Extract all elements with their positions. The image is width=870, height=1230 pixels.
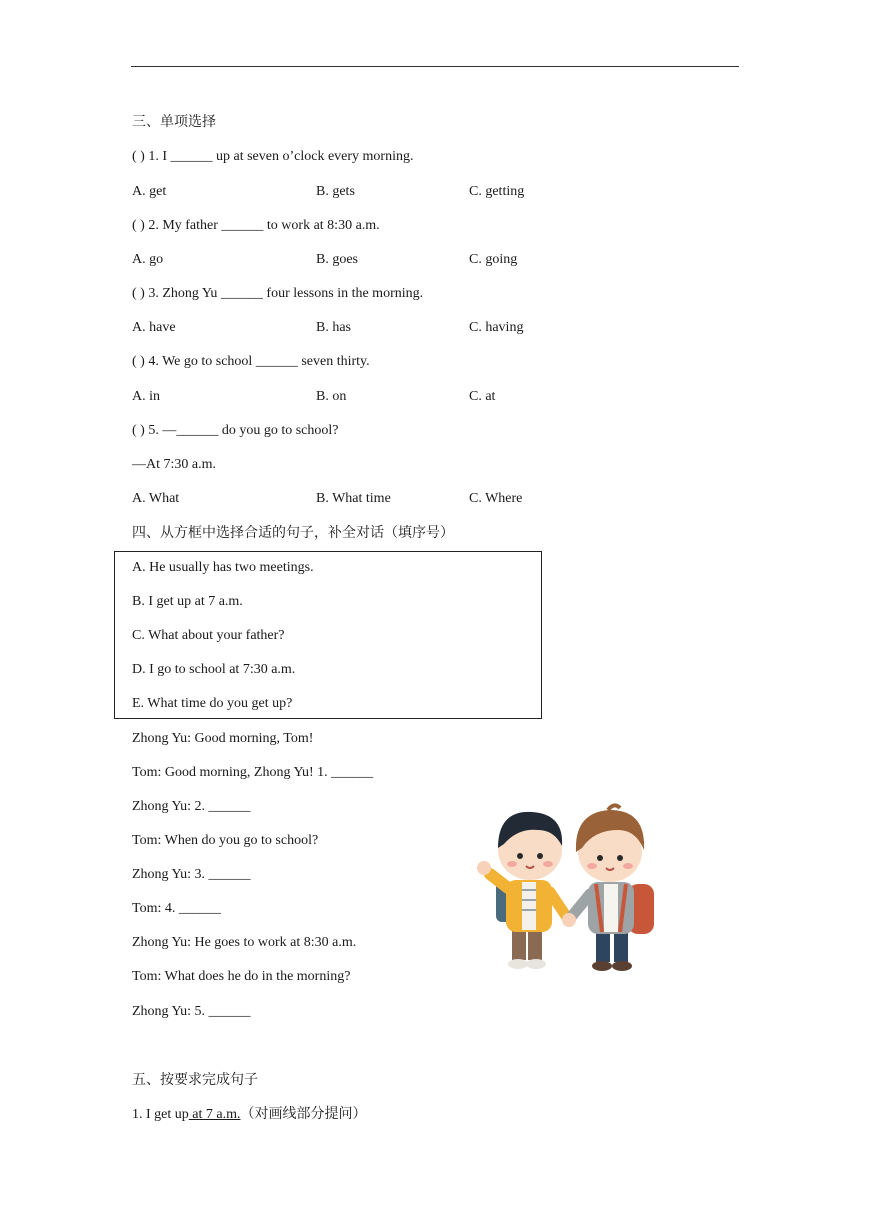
q1-option-c: C. getting (469, 184, 525, 199)
q2-option-c: C. going (469, 252, 518, 267)
dialogue-line-8: Tom: What does he do in the morning? (132, 969, 351, 984)
q3-option-c: C. having (469, 320, 524, 335)
q5-stem: ( ) 5. —______ do you go to school? (132, 423, 339, 438)
box-option-d: D. I go to school at 7:30 a.m. (132, 662, 296, 677)
q5-option-a: A. What (132, 491, 180, 506)
dialogue-line-3: Zhong Yu: 2. ______ (132, 799, 251, 814)
dialogue-line-7: Zhong Yu: He goes to work at 8:30 a.m. (132, 935, 357, 950)
q4-option-b: B. on (316, 389, 347, 404)
q1-option-a: A. get (132, 184, 167, 199)
q4-option-a: A. in (132, 389, 160, 404)
q3-option-a: A. have (132, 320, 176, 335)
box-option-e: E. What time do you get up? (132, 696, 293, 711)
box-option-c: C. What about your father? (132, 628, 285, 643)
boy-left-figure (477, 812, 566, 969)
q4-option-c: C. at (469, 389, 496, 404)
q3-option-b: B. has (316, 320, 351, 335)
dialogue-line-5: Zhong Yu: 3. ______ (132, 867, 251, 882)
q1-option-b: B. gets (316, 184, 355, 199)
q5-option-b: B. What time (316, 491, 391, 506)
dialogue-line-2: Tom: Good morning, Zhong Yu! 1. ______ (132, 765, 374, 780)
q2-option-a: A. go (132, 252, 164, 267)
section5-q1-prefix: 1. I get up (132, 1107, 189, 1122)
section5-q1-underlined: at 7 a.m. (188, 1107, 241, 1122)
section3-title: 三、单项选择 (132, 114, 216, 130)
section4-title: 四、从方框中选择合适的句子，补全对话（填序号） (132, 525, 454, 541)
box-option-b: B. I get up at 7 a.m. (132, 594, 243, 609)
q2-option-b: B. goes (316, 252, 358, 267)
q5-option-c: C. Where (469, 491, 523, 506)
two-boys-illustration (468, 800, 672, 978)
section5-title: 五、按要求完成句子 (132, 1072, 258, 1088)
dialogue-line-6: Tom: 4. ______ (132, 901, 221, 916)
dialogue-line-1: Zhong Yu: Good morning, Tom! (132, 731, 314, 746)
q5-reply: —At 7:30 a.m. (132, 457, 216, 472)
q2-stem: ( ) 2. My father ______ to work at 8:30 a.m. (132, 218, 380, 233)
dialogue-line-4: Tom: When do you go to school? (132, 833, 319, 848)
header-rule (131, 66, 739, 67)
box-option-a: A. He usually has two meetings. (132, 560, 314, 575)
dialogue-line-9: Zhong Yu: 5. ______ (132, 1004, 251, 1019)
q1-stem: ( ) 1. I ______ up at seven o’clock every morning. (132, 149, 414, 164)
q4-stem: ( ) 4. We go to school ______ seven thirty. (132, 354, 370, 369)
boy-right-figure (562, 805, 654, 971)
section5-q1 (132, 1104, 366, 1125)
q3-stem: ( ) 3. Zhong Yu ______ four lessons in the morning. (132, 286, 424, 301)
section5-q1-suffix: （对画线部分提问） (240, 1106, 367, 1122)
